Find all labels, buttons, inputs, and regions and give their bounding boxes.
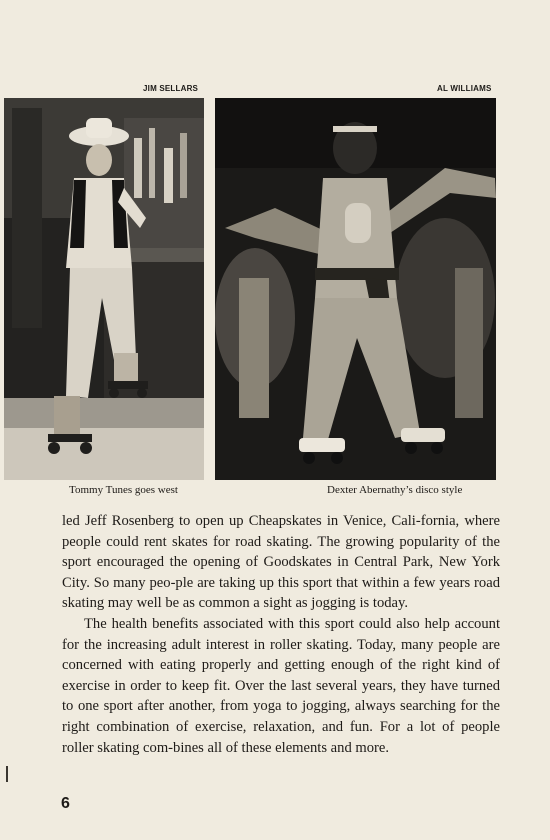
photo-caption-left: Tommy Tunes goes west bbox=[69, 484, 178, 496]
photo-credit-right: AL WILLIAMS bbox=[437, 84, 492, 93]
paragraph: led Jeff Rosenberg to open up Cheapskates in Venice, Cali-fornia, where people could rent skates for road skating. The growing popularity of the sport encouraged the opening of Goodskates in Central Park, New York City. So many peo-ple are taking up this sport that within a few years road skating may well be as common a sight as jogging is today. bbox=[62, 513, 500, 612]
paragraph: The health benefits associated with this sport could also help account for the increasing adult interest in roller skating. Today, many people are concerned with eating properly and getting enough of the right kind of exercise in order to keep fit. Over the last several years, they have turned to one sport after another, from yoga to jogging, always searching for the right combination of exercise, relaxation, and fun. For a lot of people roller skating com-bines all of these elements and more. bbox=[62, 615, 500, 756]
margin-mark bbox=[6, 766, 8, 782]
photo-cowboy-skater bbox=[4, 98, 204, 480]
photo-credit-left: JIM SELLARS bbox=[143, 84, 199, 93]
photo-caption-right: Dexter Abernathy’s disco style bbox=[327, 484, 463, 496]
page-number: 6 bbox=[61, 795, 70, 812]
body-text bbox=[62, 511, 500, 758]
photo-disco-skater bbox=[215, 98, 496, 480]
